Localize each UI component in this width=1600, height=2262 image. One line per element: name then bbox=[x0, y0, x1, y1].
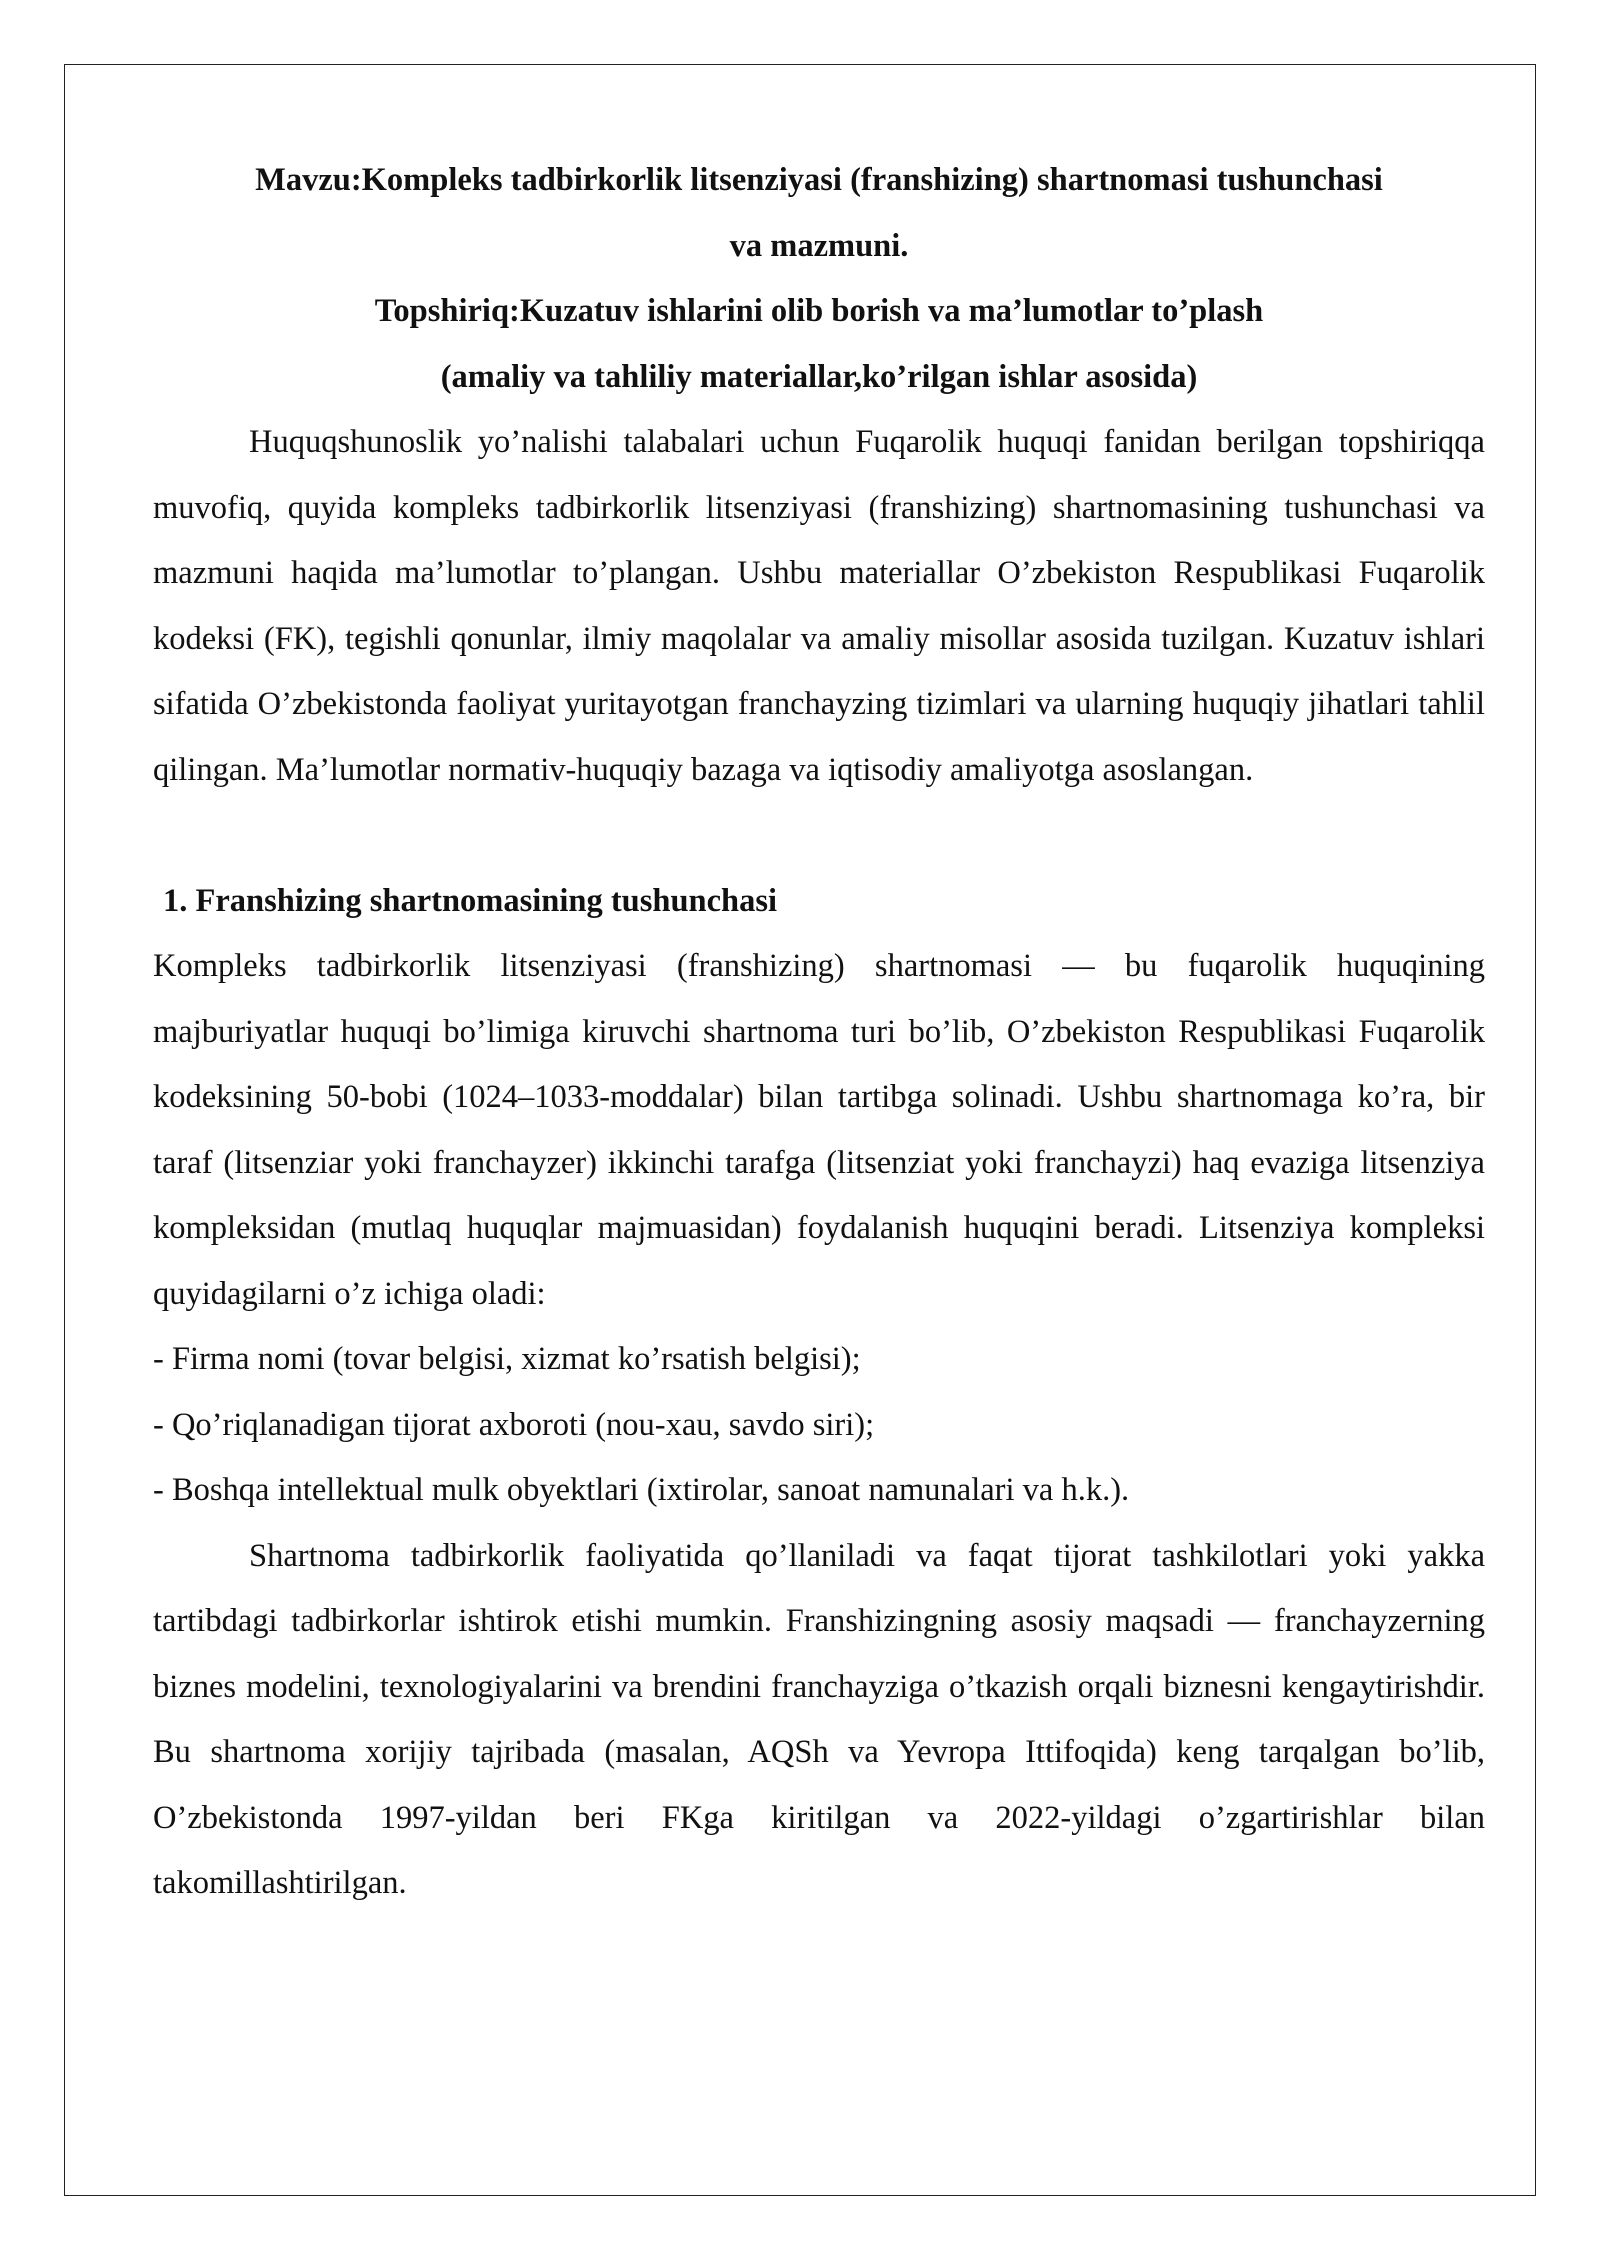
task-line-1: Topshiriq:Kuzatuv ishlarini olib borish va ma’lumotlar to’plash bbox=[374, 293, 1264, 329]
section-1-paragraph-1: Kompleks tadbirkorlik litsenziyasi (franshizing) shartnomasi — bu fuqarolik huquqining majburiyatlar huquqi bo’limiga kiruvchi shartnoma turi bo’lib, O’zbekiston Respublikasi Fuqarolik kodeksining 50-bobi (1024–1033-moddalar) bilan tartibga solinadi. Ushbu shartnomaga ko’ra, bir taraf (litsenziar yoki franchayzer) ikkinchi tarafga (litsenziat yoki franchayzi) haq evaziga litsenziya kompleksidan (mutlaq huquqlar majmuasidan) foydalanish huquqini beradi. Litsenziya kompleksi quyidagilarni o’z ichiga oladi: bbox=[153, 948, 1485, 1312]
list-item: - Qo’riqlanadigan tijorat axboroti (nou-xau, savdo siri); bbox=[153, 1406, 875, 1443]
blank-line bbox=[153, 803, 1485, 869]
section-1-paragraph-2: Shartnoma tadbirkorlik faoliyatida qo’llaniladi va faqat tijorat tashkilotlari yoki yakka tartibdagi tadbirkorlar ishtirok etishi mumkin. Franshizingning asosiy maqsadi — franchayzerning biznes modelini, texnologiyalarini va brendini franchayziga o’tkazish orqali biznesni kengaytirishdir. Bu shartnoma xorijiy tajribada (masalan, AQSh va Yevropa Ittifoqida) keng tarqalgan bo’lib, O’zbekistonda 1997-yildan beri FKga kiritilgan va 2022-yildagi o’zgartirishlar bilan takomillashtirilgan. bbox=[153, 1537, 1485, 1901]
title-line-2: va mazmuni. bbox=[729, 227, 909, 264]
section-1-heading: 1. Franshizing shartnomasining tushunchasi bbox=[163, 882, 778, 919]
document-body bbox=[153, 148, 1485, 1917]
title-line-1: Mavzu:Kompleks tadbirkorlik litsenziyasi (franshizing) shartnomasi tushunchasi bbox=[255, 162, 1383, 198]
list-item: - Boshqa intellektual mulk obyektlari (ixtirolar, sanoat namunalari va h.k.). bbox=[153, 1472, 1130, 1508]
list-item: - Firma nomi (tovar belgisi, xizmat ko’rsatish belgisi); bbox=[153, 1341, 861, 1377]
task-line-2: (amaliy va tahliliy materiallar,ko’rilgan ishlar asosida) bbox=[440, 358, 1198, 395]
intro-paragraph: Huquqshunoslik yo’nalishi talabalari uchun Fuqarolik huquqi fanidan berilgan topshiriqqa muvofiq, quyida kompleks tadbirkorlik litsenziyasi (franshizing) shartnomasining tushunchasi va mazmuni haqida ma’lumotlar to’plangan. Ushbu materiallar O’zbekiston Respublikasi Fuqarolik kodeksi (FK), tegishli qonunlar, ilmiy maqolalar va amaliy misollar asosida tuzilgan. Kuzatuv ishlari sifatida O’zbekistonda faoliyat yuritayotgan franchayzing tizimlari va ularning huquqiy jihatlari tahlil qilingan. Ma’lumotlar normativ-huquqiy bazaga va iqtisodiy amaliyotga asoslangan. bbox=[153, 424, 1485, 788]
